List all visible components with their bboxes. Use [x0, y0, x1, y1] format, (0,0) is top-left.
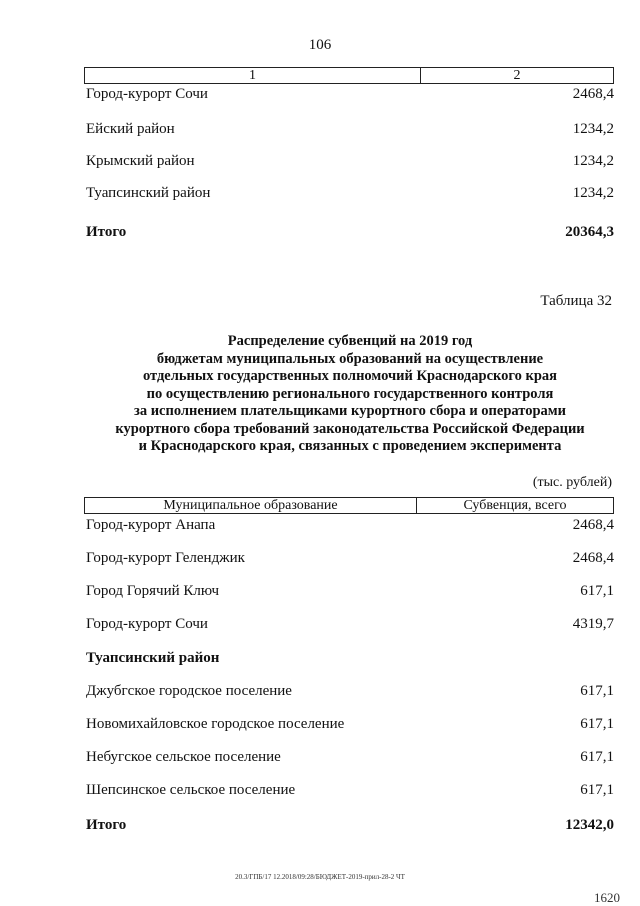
- table1-row: [86, 153, 614, 173]
- row-name: Шепсинское сельское поселение: [86, 782, 296, 798]
- row-value: 617,1: [580, 782, 614, 798]
- row-value: 617,1: [580, 583, 614, 599]
- table2-total-row: [86, 817, 614, 837]
- row-value: 617,1: [580, 683, 614, 699]
- table1-header-col1: 1: [85, 68, 421, 83]
- table1-row: [86, 86, 614, 106]
- title-line: отдельных государственных полномочий Краснодарского края: [142, 368, 558, 384]
- title-line: бюджетам муниципальных образований на осуществление: [156, 350, 544, 367]
- table1-row: [86, 121, 614, 141]
- table2-row: [86, 683, 614, 703]
- table2-row: [86, 550, 614, 570]
- title-line: за исполнением плательщиками курортного сбора и операторами: [134, 403, 566, 419]
- row-name: Небугское сельское поселение: [86, 749, 281, 765]
- table2-row: [86, 616, 614, 636]
- table1-header: [84, 67, 614, 84]
- table2-row: [86, 749, 614, 769]
- table1-row: [86, 185, 614, 205]
- row-name: Город-курорт Анапа: [86, 517, 216, 533]
- row-value: 1234,2: [572, 121, 614, 137]
- title-line: и Краснодарского края, связанных с проведением эксперимента: [138, 438, 562, 454]
- total-value: 20364,3: [565, 224, 614, 240]
- row-name: Город-курорт Сочи: [86, 616, 208, 632]
- title-line: курортного сбора требований законодательства Российской Федерации: [115, 420, 585, 437]
- group-name: Туапсинский район: [86, 650, 220, 666]
- corner-page-stamp: 1620: [594, 890, 620, 905]
- row-value: 2468,4: [572, 86, 614, 102]
- row-name: Туапсинский район: [86, 185, 211, 201]
- table2-group-row: [86, 650, 614, 670]
- row-value: 617,1: [580, 749, 614, 765]
- row-name: Ейский район: [86, 121, 175, 137]
- row-value: 2468,4: [572, 550, 614, 566]
- row-value: 4319,7: [572, 616, 614, 632]
- table2-row: [86, 583, 614, 603]
- row-name: Город-курорт Геленджик: [86, 550, 245, 566]
- row-value: 2468,4: [572, 517, 614, 533]
- table2-row: [86, 782, 614, 802]
- row-name: Новомихайловское городское поселение: [86, 716, 345, 732]
- table-label: Таблица 32: [540, 293, 612, 309]
- table-title: [70, 333, 630, 456]
- row-value: 617,1: [580, 716, 614, 732]
- table2-row: [86, 517, 614, 537]
- table2-header: [84, 497, 614, 514]
- title-line: по осуществлению регионального государственного контроля: [146, 385, 554, 402]
- total-label: Итого: [86, 224, 127, 240]
- table2-header-municipality: Муниципальное образование: [85, 498, 417, 513]
- page-number: 106: [308, 37, 332, 53]
- row-value: 1234,2: [572, 153, 614, 169]
- title-line: Распределение субвенций на 2019 год: [227, 333, 473, 349]
- total-label: Итого: [86, 817, 127, 833]
- total-value: 12342,0: [565, 817, 614, 833]
- row-value: 1234,2: [572, 185, 614, 201]
- row-name: Крымский район: [86, 153, 195, 169]
- row-name: Джубгское городское поселение: [86, 683, 292, 699]
- units-note: (тыс. рублей): [532, 475, 612, 490]
- table2-header-subvention: Субвенция, всего: [463, 497, 567, 513]
- row-name: Город Горячий Ключ: [86, 583, 220, 599]
- table1-total-row: [86, 224, 614, 244]
- table2-row: [86, 716, 614, 736]
- table1-header-col2: 2: [513, 67, 521, 83]
- footer-document-code: 20.3/ГПБ/17 12.2018/09:28/БЮДЖЕТ-2019-прил-28-2 ЧТ: [235, 873, 405, 881]
- row-name: Город-курорт Сочи: [86, 86, 208, 102]
